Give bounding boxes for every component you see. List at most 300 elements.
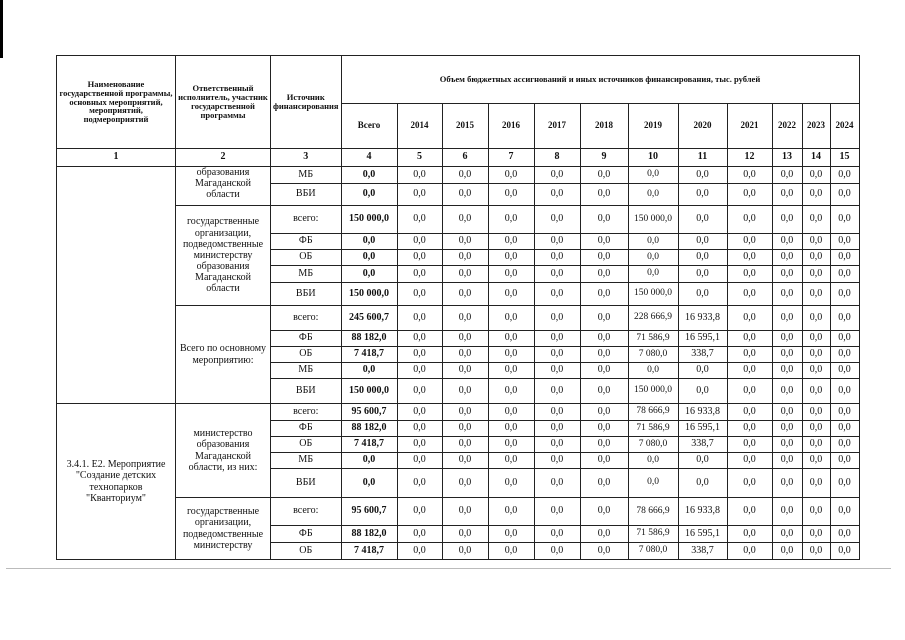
header-year: 2015 — [442, 104, 488, 149]
year-value-cell: 0,0 — [442, 266, 488, 283]
year-value-cell: 0,0 — [397, 421, 442, 437]
year-value-cell: 0,0 — [488, 331, 534, 347]
column-number: 5 — [397, 149, 442, 167]
funding-source-cell: МБ — [271, 363, 342, 379]
table-row — [57, 206, 860, 234]
year-value-cell: 16 933,8 — [678, 404, 727, 421]
year-value-cell: 0,0 — [678, 266, 727, 283]
responsible-cell: министерство образования Магаданской области, из них: — [176, 404, 271, 498]
column-number: 11 — [678, 149, 727, 167]
year-value-cell: 0,0 — [678, 184, 727, 206]
year-value-cell: 0,0 — [534, 331, 580, 347]
total-cell: 88 182,0 — [341, 526, 397, 543]
total-cell: 150 000,0 — [341, 379, 397, 404]
total-cell: 0,0 — [341, 250, 397, 266]
year-value-cell: 0,0 — [628, 266, 678, 283]
year-value-cell: 0,0 — [488, 543, 534, 560]
year-value-cell: 150 000,0 — [628, 379, 678, 404]
year-value-cell: 16 933,8 — [678, 498, 727, 526]
year-value-cell: 0,0 — [678, 250, 727, 266]
total-cell: 0,0 — [341, 184, 397, 206]
year-value-cell: 0,0 — [580, 283, 628, 306]
year-value-cell: 0,0 — [802, 306, 830, 331]
year-value-cell: 0,0 — [678, 167, 727, 184]
year-value-cell: 0,0 — [727, 266, 772, 283]
year-value-cell: 0,0 — [772, 526, 802, 543]
column-number: 9 — [580, 149, 628, 167]
funding-source-cell: ВБИ — [271, 184, 342, 206]
year-value-cell: 0,0 — [802, 379, 830, 404]
total-cell: 7 418,7 — [341, 437, 397, 453]
year-value-cell: 0,0 — [678, 469, 727, 498]
year-value-cell: 0,0 — [442, 347, 488, 363]
year-value-cell: 0,0 — [488, 453, 534, 469]
year-value-cell: 0,0 — [580, 498, 628, 526]
page-bottom-rule — [6, 568, 891, 569]
total-cell: 95 600,7 — [341, 404, 397, 421]
page-edge-mark — [0, 0, 3, 58]
funding-source-cell: ВБИ — [271, 469, 342, 498]
year-value-cell: 0,0 — [727, 543, 772, 560]
year-value-cell: 0,0 — [802, 421, 830, 437]
column-number: 13 — [772, 149, 802, 167]
year-value-cell: 0,0 — [830, 306, 859, 331]
year-value-cell: 0,0 — [580, 347, 628, 363]
year-value-cell: 0,0 — [727, 347, 772, 363]
header-year: 2019 — [628, 104, 678, 149]
year-value-cell: 0,0 — [534, 421, 580, 437]
year-value-cell: 0,0 — [628, 167, 678, 184]
column-number: 12 — [727, 149, 772, 167]
funding-source-cell: всего: — [271, 206, 342, 234]
funding-source-cell: ОБ — [271, 347, 342, 363]
year-value-cell: 0,0 — [727, 283, 772, 306]
year-value-cell: 0,0 — [727, 379, 772, 404]
year-value-cell: 0,0 — [580, 206, 628, 234]
header-total: Всего — [341, 104, 397, 149]
header-year: 2020 — [678, 104, 727, 149]
year-value-cell: 0,0 — [727, 404, 772, 421]
year-value-cell: 0,0 — [830, 234, 859, 250]
year-value-cell: 0,0 — [534, 379, 580, 404]
funding-source-cell: всего: — [271, 498, 342, 526]
year-value-cell: 0,0 — [772, 437, 802, 453]
year-value-cell: 0,0 — [678, 206, 727, 234]
year-value-cell: 0,0 — [488, 184, 534, 206]
column-number: 3 — [271, 149, 342, 167]
header-responsible: Ответственный исполнитель, участник государственной программы — [176, 56, 271, 149]
column-number: 15 — [830, 149, 859, 167]
year-value-cell: 0,0 — [397, 404, 442, 421]
year-value-cell: 0,0 — [830, 526, 859, 543]
year-value-cell: 0,0 — [397, 526, 442, 543]
year-value-cell: 0,0 — [488, 306, 534, 331]
year-value-cell: 0,0 — [397, 250, 442, 266]
total-cell: 95 600,7 — [341, 498, 397, 526]
funding-source-cell: ОБ — [271, 250, 342, 266]
year-value-cell: 0,0 — [830, 283, 859, 306]
total-cell: 7 418,7 — [341, 543, 397, 560]
year-value-cell: 0,0 — [580, 184, 628, 206]
table-row — [57, 306, 860, 331]
year-value-cell: 0,0 — [580, 469, 628, 498]
year-value-cell: 338,7 — [678, 347, 727, 363]
year-value-cell: 0,0 — [727, 167, 772, 184]
year-value-cell: 0,0 — [488, 250, 534, 266]
year-value-cell: 71 586,9 — [628, 526, 678, 543]
funding-source-cell: ФБ — [271, 526, 342, 543]
year-value-cell: 0,0 — [534, 404, 580, 421]
year-value-cell: 78 666,9 — [628, 498, 678, 526]
year-value-cell: 0,0 — [397, 498, 442, 526]
year-value-cell: 0,0 — [534, 306, 580, 331]
year-value-cell: 0,0 — [442, 363, 488, 379]
year-value-cell: 0,0 — [580, 266, 628, 283]
year-value-cell: 0,0 — [772, 250, 802, 266]
year-value-cell: 0,0 — [442, 543, 488, 560]
year-value-cell: 0,0 — [442, 526, 488, 543]
year-value-cell: 0,0 — [397, 331, 442, 347]
year-value-cell: 0,0 — [628, 250, 678, 266]
year-value-cell: 0,0 — [772, 167, 802, 184]
year-value-cell: 0,0 — [534, 526, 580, 543]
year-value-cell: 0,0 — [397, 234, 442, 250]
year-value-cell: 0,0 — [534, 206, 580, 234]
total-cell: 0,0 — [341, 363, 397, 379]
year-value-cell: 0,0 — [628, 363, 678, 379]
funding-source-cell: ВБИ — [271, 283, 342, 306]
year-value-cell: 0,0 — [534, 167, 580, 184]
year-value-cell: 0,0 — [580, 404, 628, 421]
year-value-cell: 0,0 — [772, 543, 802, 560]
funding-source-cell: всего: — [271, 306, 342, 331]
year-value-cell: 0,0 — [772, 453, 802, 469]
year-value-cell: 0,0 — [442, 234, 488, 250]
year-value-cell: 0,0 — [397, 266, 442, 283]
year-value-cell: 0,0 — [830, 266, 859, 283]
year-value-cell: 0,0 — [580, 379, 628, 404]
year-value-cell: 7 080,0 — [628, 437, 678, 453]
year-value-cell: 0,0 — [488, 498, 534, 526]
year-value-cell: 0,0 — [534, 266, 580, 283]
year-value-cell: 150 000,0 — [628, 206, 678, 234]
funding-source-cell: всего: — [271, 404, 342, 421]
year-value-cell: 0,0 — [727, 363, 772, 379]
year-value-cell: 0,0 — [772, 379, 802, 404]
year-value-cell: 0,0 — [802, 250, 830, 266]
responsible-cell: государственные организации, подведомственные министерству — [176, 498, 271, 560]
year-value-cell: 0,0 — [772, 306, 802, 331]
year-value-cell: 0,0 — [397, 283, 442, 306]
year-value-cell: 0,0 — [727, 250, 772, 266]
program-name-cell — [57, 167, 176, 404]
column-number: 10 — [628, 149, 678, 167]
total-cell: 245 600,7 — [341, 306, 397, 331]
year-value-cell: 0,0 — [802, 331, 830, 347]
year-value-cell: 0,0 — [802, 184, 830, 206]
year-value-cell: 78 666,9 — [628, 404, 678, 421]
year-value-cell: 0,0 — [442, 206, 488, 234]
year-value-cell: 0,0 — [488, 234, 534, 250]
total-cell: 7 418,7 — [341, 347, 397, 363]
year-value-cell: 0,0 — [488, 283, 534, 306]
year-value-cell: 0,0 — [488, 526, 534, 543]
responsible-cell: Всего по основному мероприятию: — [176, 306, 271, 404]
year-value-cell: 0,0 — [772, 266, 802, 283]
year-value-cell: 0,0 — [397, 167, 442, 184]
year-value-cell: 0,0 — [830, 421, 859, 437]
year-value-cell: 338,7 — [678, 543, 727, 560]
year-value-cell: 0,0 — [534, 498, 580, 526]
year-value-cell: 0,0 — [830, 250, 859, 266]
year-value-cell: 0,0 — [534, 283, 580, 306]
year-value-cell: 16 595,1 — [678, 331, 727, 347]
year-value-cell: 0,0 — [442, 469, 488, 498]
header-year: 2018 — [580, 104, 628, 149]
total-cell: 0,0 — [341, 469, 397, 498]
total-cell: 0,0 — [341, 167, 397, 184]
header-year: 2022 — [772, 104, 802, 149]
year-value-cell: 0,0 — [488, 437, 534, 453]
year-value-cell: 0,0 — [830, 498, 859, 526]
column-number-row — [57, 149, 860, 167]
header-funding-source: Источник финансирования — [271, 56, 342, 149]
column-number: 8 — [534, 149, 580, 167]
year-value-cell: 0,0 — [442, 250, 488, 266]
year-value-cell: 0,0 — [580, 234, 628, 250]
year-value-cell: 0,0 — [727, 206, 772, 234]
year-value-cell: 0,0 — [534, 347, 580, 363]
year-value-cell: 0,0 — [628, 453, 678, 469]
year-value-cell: 0,0 — [580, 453, 628, 469]
year-value-cell: 0,0 — [628, 234, 678, 250]
header-program-name: Наименование государственной программы, основных мероприятий, мероприятий, подмероприятий — [57, 56, 176, 149]
year-value-cell: 0,0 — [580, 306, 628, 331]
funding-source-cell: ОБ — [271, 437, 342, 453]
year-value-cell: 0,0 — [772, 283, 802, 306]
year-value-cell: 0,0 — [772, 184, 802, 206]
header-year: 2014 — [397, 104, 442, 149]
year-value-cell: 0,0 — [628, 469, 678, 498]
year-value-cell: 0,0 — [442, 453, 488, 469]
year-value-cell: 7 080,0 — [628, 347, 678, 363]
header-year: 2016 — [488, 104, 534, 149]
year-value-cell: 0,0 — [488, 379, 534, 404]
year-value-cell: 71 586,9 — [628, 421, 678, 437]
year-value-cell: 0,0 — [727, 234, 772, 250]
year-value-cell: 0,0 — [678, 283, 727, 306]
year-value-cell: 0,0 — [802, 363, 830, 379]
year-value-cell: 0,0 — [580, 526, 628, 543]
total-cell: 0,0 — [341, 266, 397, 283]
year-value-cell: 0,0 — [802, 526, 830, 543]
funding-source-cell: ФБ — [271, 234, 342, 250]
year-value-cell: 0,0 — [830, 453, 859, 469]
year-value-cell: 0,0 — [442, 498, 488, 526]
year-value-cell: 0,0 — [830, 404, 859, 421]
year-value-cell: 0,0 — [397, 184, 442, 206]
header-year: 2017 — [534, 104, 580, 149]
total-cell: 88 182,0 — [341, 331, 397, 347]
year-value-cell: 0,0 — [727, 526, 772, 543]
year-value-cell: 0,0 — [802, 283, 830, 306]
year-value-cell: 0,0 — [727, 331, 772, 347]
year-value-cell: 0,0 — [534, 250, 580, 266]
header-year: 2021 — [727, 104, 772, 149]
year-value-cell: 0,0 — [488, 266, 534, 283]
year-value-cell: 0,0 — [534, 184, 580, 206]
year-value-cell: 0,0 — [488, 347, 534, 363]
funding-source-cell: ФБ — [271, 421, 342, 437]
year-value-cell: 0,0 — [488, 421, 534, 437]
year-value-cell: 0,0 — [802, 453, 830, 469]
year-value-cell: 338,7 — [678, 437, 727, 453]
year-value-cell: 0,0 — [727, 437, 772, 453]
year-value-cell: 0,0 — [802, 404, 830, 421]
year-value-cell: 0,0 — [442, 167, 488, 184]
year-value-cell: 0,0 — [772, 347, 802, 363]
year-value-cell: 0,0 — [580, 543, 628, 560]
column-number: 14 — [802, 149, 830, 167]
year-value-cell: 0,0 — [802, 347, 830, 363]
year-value-cell: 0,0 — [830, 437, 859, 453]
table-body — [57, 167, 860, 560]
table-row — [57, 167, 860, 184]
funding-source-cell: ОБ — [271, 543, 342, 560]
column-number: 6 — [442, 149, 488, 167]
year-value-cell: 0,0 — [802, 167, 830, 184]
year-value-cell: 0,0 — [830, 167, 859, 184]
year-value-cell: 0,0 — [488, 363, 534, 379]
measure-name-cell: 3.4.1. Е2. Мероприятие "Создание детских технопарков "Кванториум" — [57, 404, 176, 560]
year-value-cell: 0,0 — [678, 363, 727, 379]
year-value-cell: 0,0 — [397, 437, 442, 453]
year-value-cell: 0,0 — [772, 234, 802, 250]
year-value-cell: 0,0 — [397, 379, 442, 404]
total-cell: 88 182,0 — [341, 421, 397, 437]
year-value-cell: 0,0 — [442, 331, 488, 347]
total-cell: 0,0 — [341, 453, 397, 469]
column-number: 1 — [57, 149, 176, 167]
year-value-cell: 0,0 — [628, 184, 678, 206]
year-value-cell: 0,0 — [802, 437, 830, 453]
year-value-cell: 16 595,1 — [678, 526, 727, 543]
year-value-cell: 0,0 — [397, 543, 442, 560]
year-value-cell: 0,0 — [830, 347, 859, 363]
year-value-cell: 0,0 — [442, 184, 488, 206]
year-value-cell: 16 933,8 — [678, 306, 727, 331]
year-value-cell: 0,0 — [772, 404, 802, 421]
year-value-cell: 0,0 — [580, 167, 628, 184]
year-value-cell: 0,0 — [580, 363, 628, 379]
year-value-cell: 0,0 — [397, 206, 442, 234]
year-value-cell: 0,0 — [488, 206, 534, 234]
year-value-cell: 0,0 — [534, 453, 580, 469]
funding-source-cell: МБ — [271, 266, 342, 283]
year-value-cell: 0,0 — [772, 498, 802, 526]
year-value-cell: 0,0 — [727, 306, 772, 331]
year-value-cell: 0,0 — [802, 234, 830, 250]
year-value-cell: 0,0 — [830, 363, 859, 379]
year-value-cell: 0,0 — [534, 437, 580, 453]
year-value-cell: 0,0 — [397, 306, 442, 331]
funding-source-cell: ВБИ — [271, 379, 342, 404]
header-budget-volume: Объем бюджетных ассигнований и иных источников финансирования, тыс. рублей — [341, 56, 859, 104]
year-value-cell: 0,0 — [830, 206, 859, 234]
year-value-cell: 0,0 — [397, 469, 442, 498]
year-value-cell: 0,0 — [802, 498, 830, 526]
year-value-cell: 0,0 — [442, 437, 488, 453]
year-value-cell: 0,0 — [727, 453, 772, 469]
year-value-cell: 0,0 — [442, 404, 488, 421]
year-value-cell: 0,0 — [802, 543, 830, 560]
year-value-cell: 0,0 — [678, 234, 727, 250]
year-value-cell: 0,0 — [442, 306, 488, 331]
year-value-cell: 0,0 — [580, 331, 628, 347]
year-value-cell: 0,0 — [534, 363, 580, 379]
year-value-cell: 0,0 — [534, 234, 580, 250]
year-value-cell: 0,0 — [830, 184, 859, 206]
responsible-cell: государственные организации, подведомственные министерству образования Магаданской области — [176, 206, 271, 306]
year-value-cell: 0,0 — [802, 266, 830, 283]
year-value-cell: 7 080,0 — [628, 543, 678, 560]
year-value-cell: 0,0 — [442, 283, 488, 306]
year-value-cell: 71 586,9 — [628, 331, 678, 347]
column-number: 4 — [341, 149, 397, 167]
year-value-cell: 0,0 — [830, 331, 859, 347]
year-value-cell: 0,0 — [678, 453, 727, 469]
year-value-cell: 0,0 — [772, 421, 802, 437]
year-value-cell: 0,0 — [830, 469, 859, 498]
column-number: 7 — [488, 149, 534, 167]
year-value-cell: 0,0 — [580, 250, 628, 266]
year-value-cell: 0,0 — [488, 469, 534, 498]
year-value-cell: 0,0 — [534, 543, 580, 560]
year-value-cell: 0,0 — [727, 469, 772, 498]
year-value-cell: 0,0 — [397, 363, 442, 379]
funding-source-cell: ФБ — [271, 331, 342, 347]
year-value-cell: 0,0 — [830, 379, 859, 404]
year-value-cell: 150 000,0 — [628, 283, 678, 306]
year-value-cell: 0,0 — [727, 184, 772, 206]
year-value-cell: 0,0 — [772, 206, 802, 234]
table-row — [57, 404, 860, 421]
year-value-cell: 0,0 — [727, 421, 772, 437]
budget-allocation-table — [56, 55, 860, 560]
funding-source-cell: МБ — [271, 453, 342, 469]
header-year: 2024 — [830, 104, 859, 149]
year-value-cell: 0,0 — [802, 469, 830, 498]
total-cell: 0,0 — [341, 234, 397, 250]
table-row — [57, 498, 860, 526]
year-value-cell: 0,0 — [397, 347, 442, 363]
year-value-cell: 0,0 — [772, 363, 802, 379]
year-value-cell: 0,0 — [727, 498, 772, 526]
year-value-cell: 0,0 — [772, 331, 802, 347]
year-value-cell: 0,0 — [397, 453, 442, 469]
year-value-cell: 16 595,1 — [678, 421, 727, 437]
year-value-cell: 0,0 — [580, 437, 628, 453]
year-value-cell: 0,0 — [488, 167, 534, 184]
year-value-cell: 0,0 — [802, 206, 830, 234]
year-value-cell: 0,0 — [830, 543, 859, 560]
funding-source-cell: МБ — [271, 167, 342, 184]
column-number: 2 — [176, 149, 271, 167]
year-value-cell: 228 666,9 — [628, 306, 678, 331]
responsible-cell: образования Магаданской области — [176, 167, 271, 206]
year-value-cell: 0,0 — [442, 379, 488, 404]
year-value-cell: 0,0 — [772, 469, 802, 498]
